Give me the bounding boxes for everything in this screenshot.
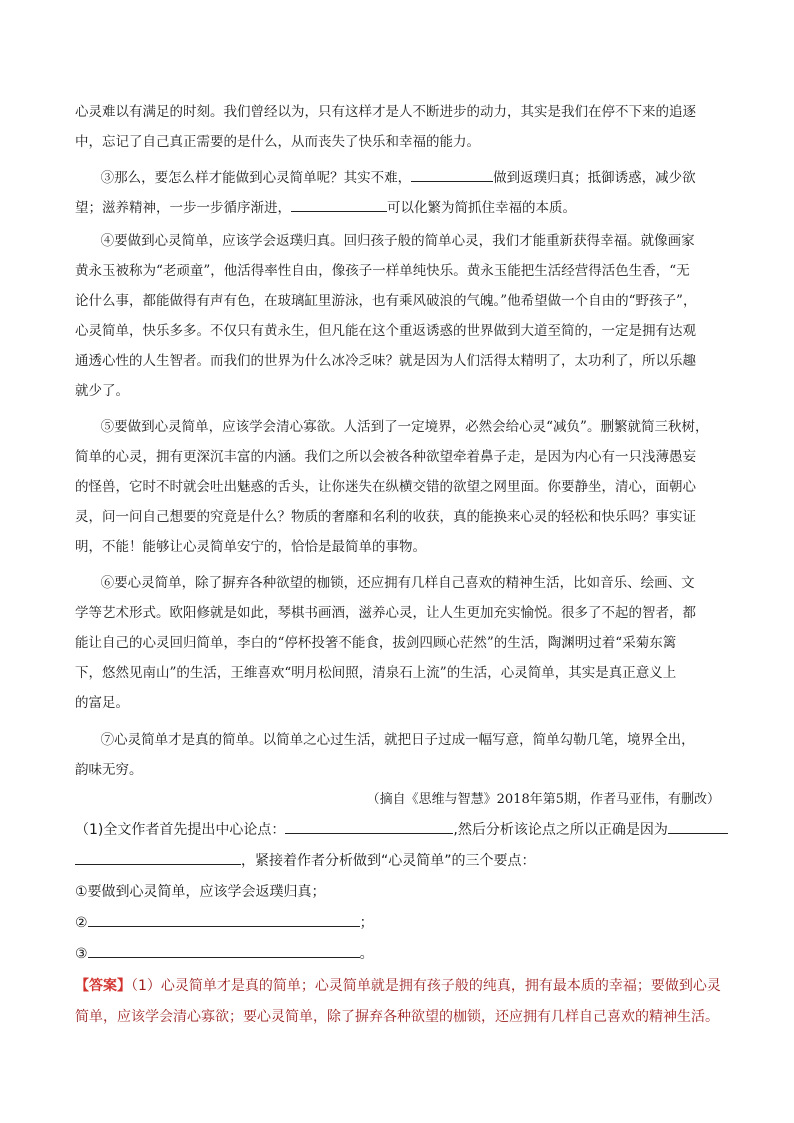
question-text: ,然后分析该论点之所以正确是因为 (453, 822, 668, 838)
question-line (75, 846, 723, 877)
answer-line (75, 971, 725, 1002)
paragraph-line: 能让自己的心灵回归简单，李白的“停杯投箸不能食，拔剑四顾心茫然”的生活，陶渊明过着“采菊东篱 (75, 635, 677, 651)
paragraph-text: 做到返璞归真；抵御诱惑，减少欲 (493, 170, 696, 186)
question-item-number: ② (75, 915, 88, 931)
answer-blank-point-2[interactable] (88, 912, 360, 927)
paragraph-line: 就少了。 (75, 383, 129, 399)
paragraph-line: 中，忘记了自己真正需要的是什么，从而丧失了快乐和幸福的能力。 (75, 134, 480, 150)
question-line (75, 815, 723, 846)
question-item-end: 。 (359, 946, 374, 962)
answer-tag: 【答案】 (75, 978, 131, 994)
question-item-3 (75, 939, 723, 970)
paragraph-line (75, 193, 723, 223)
question-item-1: ①要做到心灵简单，应该学会返璞归真； (75, 884, 326, 900)
paragraph-line: ⑦心灵简单才是真的简单。以简单之心过生活，就把日子过成一幅写意，简单勾勒几笔，境界全出， (100, 732, 695, 748)
paragraph-line: 学等艺术形式。欧阳修就是如此，琴棋书画酒，滋养心灵，让人生更加充实愉悦。很多了不起的智者，都 (75, 605, 696, 621)
paragraph-text: 可以化繁为简抓住幸福的本质。 (387, 200, 576, 216)
answer-blank-reason-part1[interactable] (668, 819, 728, 834)
paragraph-line: 韵味无穷。 (75, 762, 143, 778)
paragraph-line: 心灵难以有满足的时刻。我们曾经以为，只有这样才是人不断进步的动力，其实是我们在停不下来的追逐 (75, 104, 696, 120)
paragraph-line: 通透心性的人生智者。而我们的世界为什么冰冷乏味？就是因为人们活得太精明了，太功利了，所以乐趣 (75, 353, 696, 369)
question-item-number: ③ (75, 946, 88, 962)
paragraph-line: 明，不能！能够让心灵简单安宁的，恰恰是最简单的事物。 (75, 539, 426, 555)
paragraph-line: 心灵简单，快乐多多。不仅只有黄永生，但凡能在这个重返诱惑的世界做到大道至简的，一定是拥有达观 (75, 323, 696, 339)
question-item-end: ； (359, 915, 374, 931)
fill-blank-2[interactable] (291, 197, 387, 212)
question-1 (75, 815, 723, 970)
answer-blank-reason-part2[interactable] (75, 850, 241, 865)
question-text: （1)全文作者首先提出中心论点： (75, 822, 286, 838)
passage-paragraph-continued (75, 97, 723, 157)
paragraph-line: ⑤要做到心灵简单，应该学会清心寡欲。人活到了一定境界，必然会给心灵“减负”。删繁就简三秋树， (100, 419, 709, 435)
answer-blank-central-thesis[interactable] (285, 819, 453, 834)
paragraph-line: 灵，问一问自己想要的究竟是什么？物质的奢靡和名利的收获，真的能换来心灵的轻松和快乐吗？事实证 (75, 509, 696, 525)
paragraph-text: 望；滋养精神，一步一步循序渐进， (75, 200, 291, 216)
answer-line: 简单，应该学会清心寡欲；要心灵简单，除了摒弃各种欲望的枷锁，还应拥有几样自己喜欢的精神生活。 (75, 1009, 719, 1025)
paragraph-line (75, 163, 723, 193)
answer-text: （1）心灵简单才是真的简单；心灵简单就是拥有孩子般的纯真，拥有最本质的幸福；要做到心灵 (131, 978, 721, 994)
fill-blank-1[interactable] (411, 167, 493, 182)
question-item-2 (75, 908, 723, 939)
paragraph-text: ③那么，要怎么样才能做到心灵简单呢？其实不难， (100, 170, 412, 186)
paragraph-line: 黄永玉被称为“老顽童”，他活得率性自由，像孩子一样单纯快乐。黄永玉能把生活经营得活色生香，“无 (75, 263, 690, 279)
answer-blank-point-3[interactable] (88, 943, 360, 958)
passage-paragraph-5 (75, 412, 723, 562)
passage-paragraph-4 (75, 226, 723, 406)
question-text: ，紧接着作者分析做到“心灵简单”的三个要点： (241, 853, 536, 869)
paragraph-line: ⑥要心灵简单，除了摒弃各种欲望的枷锁，还应拥有几样自己喜欢的精神生活，比如音乐、绘画、文 (100, 575, 695, 591)
answer-block (75, 971, 725, 1033)
paragraph-line: 下，悠然见南山”的生活，王维喜欢“明月松间照，清泉石上流”的生活，心灵简单，其实是真正意义上 (75, 665, 677, 681)
paragraph-line: 论什么事，都能做得有声有色，在玻璃缸里游泳，也有乘风破浪的气魄。”他希望做一个自由的“野孩子”， (75, 293, 697, 309)
paragraph-line: 的怪兽，它时不时就会吐出魅惑的舌头，让你迷失在纵横交错的欲望之网里面。你要静坐，清心，面朝心 (75, 479, 696, 495)
paragraph-line: 简单的心灵，拥有更深沉丰富的内涵。我们之所以会被各种欲望牵着鼻子走，是因为内心有一只浅薄愚妄 (75, 449, 696, 465)
paragraph-line: ④要做到心灵简单，应该学会返璞归真。回归孩子般的简单心灵，我们才能重新获得幸福。就像画家 (100, 233, 695, 249)
passage-paragraph-6 (75, 568, 723, 718)
paragraph-line: 的富足。 (75, 695, 129, 711)
passage-paragraph-3 (75, 163, 723, 223)
source-citation: （摘自《思维与智慧》2018年第5期，作者马亚伟，有删改） (366, 792, 720, 807)
passage-paragraph-7 (75, 725, 723, 785)
